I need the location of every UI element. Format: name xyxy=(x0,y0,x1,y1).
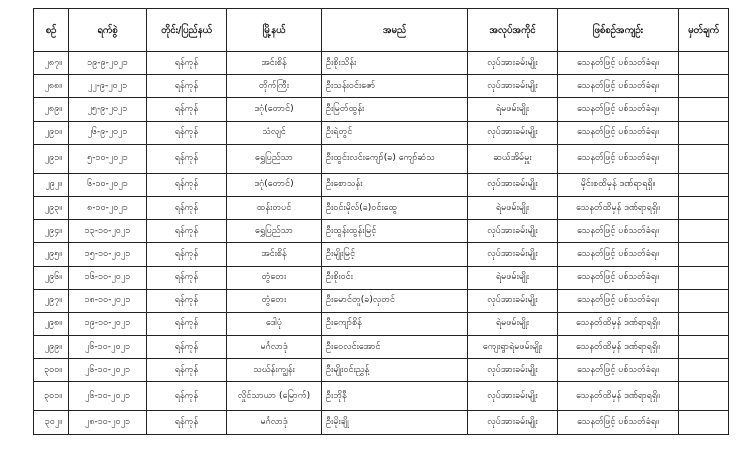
cell-remark xyxy=(679,289,729,312)
cell-remark xyxy=(679,75,729,98)
cell-no: ၂၈၇။ xyxy=(34,52,69,75)
cell-date: ၁၃-၁၀-၂၀၂၁ xyxy=(69,220,147,243)
table-header-row xyxy=(34,9,729,52)
cell-region: ရန်ကုန် xyxy=(147,220,227,243)
cell-no: ၂၈၉။ xyxy=(34,98,69,121)
cell-date: ၁၈-၁၀-၂၀၂၁ xyxy=(69,289,147,312)
cell-date: ၂၆-၉-၂၀၂၁ xyxy=(69,121,147,144)
cell-cause: မိုင်းစထိမှန် ဒဏ်ရာရရှိ။ xyxy=(558,173,679,196)
incident-table xyxy=(33,8,729,435)
cell-date: ၈-၁၀-၂၀၂၁ xyxy=(69,196,147,219)
cell-cause: သေနတ်ဖြင့် ပစ်သတ်ခံရ။ xyxy=(558,98,679,121)
cell-township: ဒဂုံ(တောင်) xyxy=(227,98,322,121)
cell-no: ၂၉၇။ xyxy=(34,289,69,312)
table-row xyxy=(34,289,729,312)
cell-occupation: လုပ်အားခမ်းမျိုး xyxy=(468,382,558,411)
cell-name: ဦးထွန်းထွန်းမြင့် xyxy=(322,220,468,243)
cell-name: ဦးရဲတွင် xyxy=(322,121,468,144)
cell-township: ဒဂုံ(တောင်) xyxy=(227,173,322,196)
cell-region: ရန်ကုန် xyxy=(147,144,227,173)
cell-cause: သေနတ်ဖြင့် ပစ်သတ်ခံရ။ xyxy=(558,266,679,289)
cell-occupation: လုပ်အားခမ်းမျိုး xyxy=(468,75,558,98)
cell-date: ၁၉-၉-၂၀၂၁ xyxy=(69,52,147,75)
cell-cause: သေနတ်ဖြင့် ပစ်သတ်ခံရ။ xyxy=(558,289,679,312)
header-name: အမည် xyxy=(322,9,468,52)
header-township: မြို့နယ် xyxy=(227,9,322,52)
cell-no: ၃၀၂။ xyxy=(34,411,69,434)
cell-name: ဦးစိုးသိန်း xyxy=(322,52,468,75)
cell-date: ၂၅-၉-၂၀၂၁ xyxy=(69,98,147,121)
cell-region: ရန်ကုန် xyxy=(147,196,227,219)
cell-occupation: လုပ်အားခမ်းမျိုး xyxy=(468,173,558,196)
cell-remark xyxy=(679,196,729,219)
cell-remark xyxy=(679,144,729,173)
cell-occupation: ဆယ်အိမ်မှူး xyxy=(468,144,558,173)
cell-remark xyxy=(679,411,729,434)
header-region: တိုင်း/ပြည်နယ် xyxy=(147,9,227,52)
cell-township: ဒေါပုံ xyxy=(227,312,322,335)
cell-no: ၃၀၀။ xyxy=(34,359,69,382)
cell-cause: သေနတ်ဖြင့် ပစ်သတ်ခံရ။ xyxy=(558,243,679,266)
cell-occupation: လုပ်အားခမ်းမျိုး xyxy=(468,243,558,266)
cell-region: ရန်ကုန် xyxy=(147,382,227,411)
cell-region: ရန်ကုန် xyxy=(147,411,227,434)
cell-no: ၂၉၂။ xyxy=(34,173,69,196)
table-row xyxy=(34,359,729,382)
cell-occupation: လုပ်အားခမ်းမျိုး xyxy=(468,411,558,434)
cell-remark xyxy=(679,220,729,243)
table-row xyxy=(34,266,729,289)
cell-township: တိုက်ကြီး xyxy=(227,75,322,98)
cell-cause: သေနတ်ဖြင့် ပစ်သတ်ခံရ။ xyxy=(558,220,679,243)
header-no: စဉ် xyxy=(34,9,69,52)
cell-region: ရန်ကုန် xyxy=(147,173,227,196)
cell-name: ဦးဝေလင်းအောင် xyxy=(322,336,468,359)
table-row xyxy=(34,144,729,173)
cell-township: တွံတေး xyxy=(227,289,322,312)
cell-township: မင်္ဂလာဒုံ xyxy=(227,411,322,434)
cell-name: ဦးကျော်စိန် xyxy=(322,312,468,335)
cell-township: သံလျင် xyxy=(227,121,322,144)
cell-occupation: လုပ်အားခမ်းမျိုး xyxy=(468,121,558,144)
cell-region: ရန်ကုန် xyxy=(147,52,227,75)
cell-cause: သေနတ်ဖြင့် ပစ်သတ်ခံရ။ xyxy=(558,75,679,98)
table-row xyxy=(34,336,729,359)
cell-region: ရန်ကုန် xyxy=(147,243,227,266)
cell-remark xyxy=(679,382,729,411)
cell-remark xyxy=(679,173,729,196)
cell-region: ရန်ကုန် xyxy=(147,359,227,382)
cell-occupation: လုပ်အားခမ်းမျိုး xyxy=(468,289,558,312)
cell-region: ရန်ကုန် xyxy=(147,266,227,289)
cell-region: ရန်ကုန် xyxy=(147,312,227,335)
cell-cause: သေနတ်ဖြင့် ပစ်သတ်ခံရ။ xyxy=(558,121,679,144)
cell-name: ဦးမျိုးဝင်းညွှန့် xyxy=(322,359,468,382)
cell-date: ၁၉-၁၀-၂၀၂၁ xyxy=(69,312,147,335)
cell-name: ဦးဘိုနီ xyxy=(322,382,468,411)
cell-no: ၂၉၅။ xyxy=(34,243,69,266)
cell-township: အင်းစိန် xyxy=(227,243,322,266)
table-row xyxy=(34,98,729,121)
cell-township: ရွှေပြည်သာ xyxy=(227,220,322,243)
cell-remark xyxy=(679,266,729,289)
cell-cause: သေနတ်ဖြင့် ပစ်သတ်ခံရ။ xyxy=(558,411,679,434)
header-occupation: အလုပ်အကိုင် xyxy=(468,9,558,52)
cell-name: ဦးဝင်းမိုလ်(ခ)ဝင်းထွေ xyxy=(322,196,468,219)
cell-cause: သေနတ်ဖြင့် ပစ်သတ်ခံရ။ xyxy=(558,144,679,173)
cell-cause: သေနတ်ဖြင့် ပစ်သတ်ခံရ။ xyxy=(558,359,679,382)
cell-no: ၂၉၄။ xyxy=(34,220,69,243)
cell-township: အင်းစိန် xyxy=(227,52,322,75)
table-row xyxy=(34,382,729,411)
cell-township: သဃ်န်းကျွန်း xyxy=(227,359,322,382)
cell-township: လှိုင်သာယာ (မြောက်) xyxy=(227,382,322,411)
cell-date: ၁၅-၁၀-၂၀၂၁ xyxy=(69,243,147,266)
cell-remark xyxy=(679,121,729,144)
cell-region: ရန်ကုန် xyxy=(147,289,227,312)
table-row xyxy=(34,52,729,75)
header-date: ရက်စွဲ xyxy=(69,9,147,52)
cell-occupation: လုပ်အားခမ်းမျိုး xyxy=(468,359,558,382)
cell-remark xyxy=(679,312,729,335)
cell-no: ၂၉၈။ xyxy=(34,312,69,335)
cell-no: ၂၉၆။ xyxy=(34,266,69,289)
cell-occupation: လုပ်အားခမ်းမျိုး xyxy=(468,52,558,75)
cell-remark xyxy=(679,336,729,359)
cell-cause: သေနတ်ထိမှန် ဒဏ်ရာရရှိ။ xyxy=(558,196,679,219)
cell-township: မင်္ဂလာဒုံ xyxy=(227,336,322,359)
cell-occupation: ရဲမဖမ်းမျိုး xyxy=(468,98,558,121)
cell-no: ၂၉၀။ xyxy=(34,121,69,144)
cell-no: ၂၉၉။ xyxy=(34,336,69,359)
cell-cause: သေနတ်ထိမှန် ဒဏ်ရာရရှိ။ xyxy=(558,312,679,335)
cell-name: ဦးစိုးဝင်း xyxy=(322,266,468,289)
table-row xyxy=(34,75,729,98)
cell-date: ၅-၁၀-၂၀၂၁ xyxy=(69,144,147,173)
cell-remark xyxy=(679,52,729,75)
cell-cause: သေနတ်ဖြင့် ပစ်သတ်ခံရ။ xyxy=(558,52,679,75)
cell-region: ရန်ကုန် xyxy=(147,121,227,144)
cell-region: ရန်ကုန် xyxy=(147,75,227,98)
cell-cause: သေနတ်ထိမှန် ဒဏ်ရာရရှိ။ xyxy=(558,336,679,359)
cell-township: ရွှေပြည်သာ xyxy=(227,144,322,173)
cell-name: ဦးမျိုးမြင့် xyxy=(322,243,468,266)
cell-region: ရန်ကုန် xyxy=(147,98,227,121)
cell-name: ဦးမောင်တူ(ခ)လှတင် xyxy=(322,289,468,312)
cell-name: ဦးသန်းဝင်းဇော် xyxy=(322,75,468,98)
cell-no: ၂၈၈။ xyxy=(34,75,69,98)
cell-township: ထန်းတပင် xyxy=(227,196,322,219)
table-row xyxy=(34,220,729,243)
cell-region: ရန်ကုန် xyxy=(147,336,227,359)
cell-remark xyxy=(679,98,729,121)
cell-name: ဦးထွင်းလင်းကျော်(ခ) ကျော်ဆံသ xyxy=(322,144,468,173)
cell-date: ၂၆-၁၀-၂၀၂၁ xyxy=(69,359,147,382)
cell-name: ဦးမြတ်ထွန်း xyxy=(322,98,468,121)
table-row xyxy=(34,243,729,266)
cell-no: ၂၉၁။ xyxy=(34,144,69,173)
cell-occupation: ကျေးရွာရဲမဖမ်းမျိုး xyxy=(468,336,558,359)
cell-remark xyxy=(679,243,729,266)
cell-name: ဦးစောသန်း xyxy=(322,173,468,196)
table-row xyxy=(34,121,729,144)
cell-date: ၂၂-၉-၂၀၂၁ xyxy=(69,75,147,98)
cell-occupation: လုပ်အားခမ်းမျိုး xyxy=(468,220,558,243)
cell-date: ၂၆-၁၀-၂၀၂၁ xyxy=(69,336,147,359)
header-remark: မှတ်ချက် xyxy=(679,9,729,52)
table-row xyxy=(34,196,729,219)
cell-name: ဦးမိုးချို xyxy=(322,411,468,434)
cell-remark xyxy=(679,359,729,382)
table-row xyxy=(34,173,729,196)
cell-township: တွံတေး xyxy=(227,266,322,289)
cell-occupation: ရဲမဖမ်းမျိုး xyxy=(468,196,558,219)
cell-date: ၂၈-၁၀-၂၀၂၁ xyxy=(69,411,147,434)
cell-date: ၆-၁၀-၂၀၂၁ xyxy=(69,173,147,196)
cell-no: ၂၉၃။ xyxy=(34,196,69,219)
cell-occupation: ရဲမဖမ်းမျိုး xyxy=(468,312,558,335)
header-cause: ဖြစ်စဉ်အကျဉ်း xyxy=(558,9,679,52)
cell-occupation: ရဲမဖမ်းမျိုး xyxy=(468,266,558,289)
cell-date: ၁၆-၁၀-၂၀၂၁ xyxy=(69,266,147,289)
table-row xyxy=(34,411,729,434)
cell-date: ၂၆-၁၀-၂၀၂၁ xyxy=(69,382,147,411)
cell-cause: သေနတ်ထိမှန် ဒဏ်ရာရရှိ။ xyxy=(558,382,679,411)
cell-no: ၃၀၁။ xyxy=(34,382,69,411)
table-row xyxy=(34,312,729,335)
